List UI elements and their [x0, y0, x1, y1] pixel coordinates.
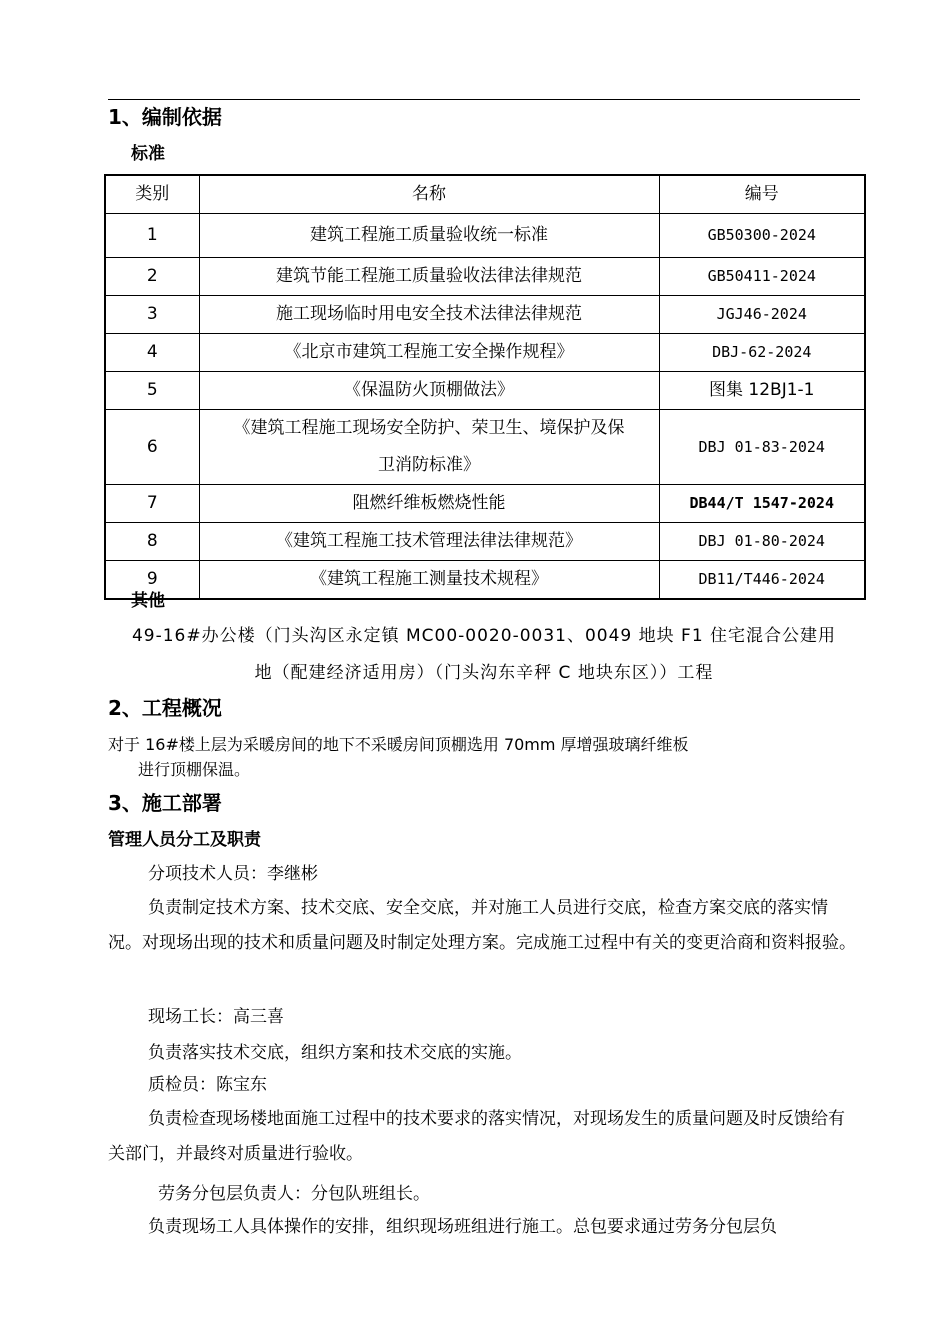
row-num: 5 [105, 372, 199, 410]
tech-duty-text: 负责制定技术方案、技术交底、安全交底，并对施工人员进行交底，检查方案交底的落实情况。对现场出现的技术和质量问题及时制定处理方案。完成施工过程中有关的变更洽商和资料报验。 [108, 898, 856, 953]
tech-duty [108, 891, 860, 961]
table-row [105, 410, 865, 485]
row-name: 建筑节能工程施工质量验收法律法律规范 [199, 258, 659, 296]
labor-duty: 负责现场工人具体操作的安排，组织现场班组进行施工。总包要求通过劳务分包层负 [148, 1217, 777, 1237]
row-name: 《北京市建筑工程施工安全操作规程》 [199, 334, 659, 372]
row-name: 阻燃纤维板燃烧性能 [199, 485, 659, 523]
row-num: 2 [105, 258, 199, 296]
row-code: DBJ-62-2024 [659, 334, 865, 372]
table-row [105, 372, 865, 410]
foreman-role: 现场工长：高三喜 [148, 1007, 284, 1027]
row-code: GB50411-2024 [659, 258, 865, 296]
row-num: 9 [105, 561, 199, 600]
row-num: 3 [105, 296, 199, 334]
section2-heading: 2、工程概况 [108, 696, 222, 720]
table-header-row [105, 175, 865, 214]
other-line-2: 地（配建经济适用房）（门头沟东辛秤 C 地块东区））工程 [254, 663, 714, 683]
overview-line-2: 进行顶棚保温。 [138, 760, 251, 779]
row-name: 《建筑工程施工测量技术规程》 [199, 561, 659, 600]
row-code: GB50300-2024 [659, 214, 865, 258]
qc-role: 质检员：陈宝东 [148, 1075, 267, 1095]
standards-table [104, 174, 866, 600]
table-row [105, 258, 865, 296]
row-code: JGJ46-2024 [659, 296, 865, 334]
row-num: 8 [105, 523, 199, 561]
table-row [105, 485, 865, 523]
header-rule [108, 99, 860, 100]
other-label: 其他 [131, 591, 165, 611]
row-code: DBJ 01-83-2024 [659, 410, 865, 485]
row-name: 《保温防火顶棚做法》 [199, 372, 659, 410]
row-num: 6 [105, 410, 199, 485]
standards-label: 标准 [131, 144, 165, 164]
row-name [199, 410, 659, 485]
table-row [105, 561, 865, 600]
row-code: DBJ 01-80-2024 [659, 523, 865, 561]
row-num: 4 [105, 334, 199, 372]
table-row [105, 523, 865, 561]
header-code: 编号 [659, 175, 865, 214]
management-subheading: 管理人员分工及职责 [108, 830, 261, 850]
header-name: 名称 [199, 175, 659, 214]
tech-role: 分项技术人员：李继彬 [148, 864, 318, 884]
row-num: 7 [105, 485, 199, 523]
qc-duty [108, 1102, 860, 1172]
row-name: 施工现场临时用电安全技术法律法律规范 [199, 296, 659, 334]
row-num: 1 [105, 214, 199, 258]
row-code: 图集 12BJ1-1 [659, 372, 865, 410]
table-row [105, 296, 865, 334]
qc-duty-text: 负责检查现场楼地面施工过程中的技术要求的落实情况，对现场发生的质量问题及时反馈给有关部门，并最终对质量进行验收。 [108, 1109, 845, 1164]
section3-heading: 3、施工部署 [108, 791, 222, 815]
row-name-line2: 卫消防标准》 [378, 455, 480, 475]
section1-heading: 1、编制依据 [108, 105, 222, 129]
row-code: DB11/T446-2024 [659, 561, 865, 600]
row-code: DB44/T 1547-2024 [659, 485, 865, 523]
overview-line-1: 对于 16#楼上层为采暖房间的地下不采暖房间顶棚选用 70mm 厚增强玻璃纤维板 [108, 735, 689, 754]
other-line-1: 49-16#办公楼（门头沟区永定镇 MC00-0020-0031、0049 地块 F1 住宅混合公建用 [131, 626, 837, 646]
table-row [105, 334, 865, 372]
row-name: 建筑工程施工质量验收统一标准 [199, 214, 659, 258]
foreman-duty: 负责落实技术交底，组织方案和技术交底的实施。 [148, 1043, 522, 1063]
labor-role: 劳务分包层负责人：分包队班组长。 [158, 1184, 430, 1204]
row-name: 《建筑工程施工技术管理法律法律规范》 [199, 523, 659, 561]
table-row [105, 214, 865, 258]
header-type: 类别 [105, 175, 199, 214]
row-name-line1: 《建筑工程施工现场安全防护、荣卫生、境保护及保 [233, 418, 625, 438]
